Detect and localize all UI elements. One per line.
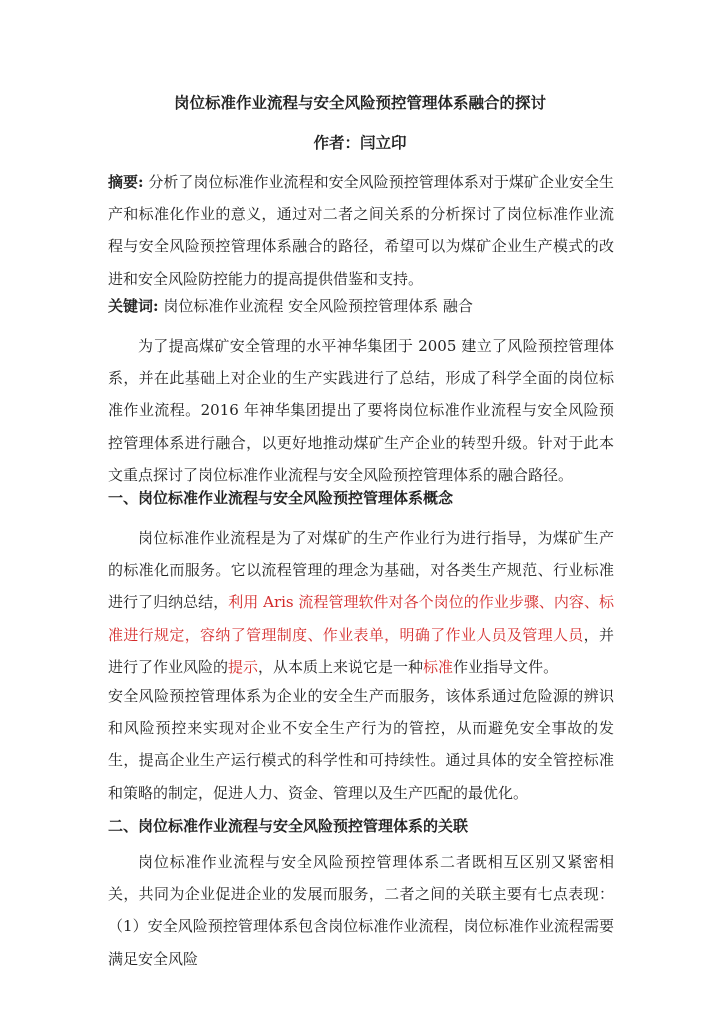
s1p1-highlight-1: 利用 Aris 流程管理软件对各个岗位的作业步骤、内容、标准进行规定，容纳了管理制度、作业表单，明确了作业人员及管理人员 bbox=[108, 593, 614, 644]
abstract-label: 摘要: bbox=[108, 173, 144, 191]
s1p1-highlight-3: 标准 bbox=[423, 657, 454, 676]
s1p1-text-b: ，并进行了作业风险的 bbox=[108, 625, 614, 676]
s1p1-text-d: 作业指导文件。 bbox=[453, 657, 559, 676]
abstract-text: 分析了岗位标准作业流程和安全风险预控管理体系对于煤矿企业安全生产和标准化作业的意义，通过对二者之间关系的分析探讨了岗位标准作业流程与安全风险预控管理体系融合的路径，希望可以为煤矿企业生产模式的改进和安全风险防控能力的提高提供借鉴和支持。 bbox=[108, 173, 614, 288]
keywords-label: 关键词: bbox=[108, 297, 159, 315]
document-title: 岗位标准作业流程与安全风险预控管理体系融合的探讨 bbox=[173, 93, 546, 112]
keywords-paragraph bbox=[108, 290, 614, 322]
s1p1-text-a: 岗位标准作业流程是为了对煤矿的生产作业行为进行指导，为煤矿生产的标准化而服务。它以流程管理的理念为基础，对各类生产规范、行业标准进行了归纳总结， bbox=[108, 529, 614, 612]
s1p1-text-c: ，从本质上来说它是一种 bbox=[258, 657, 424, 676]
keywords-text: 岗位标准作业流程 安全风险预控管理体系 融合 bbox=[158, 297, 473, 315]
section-1-paragraph-1 bbox=[108, 522, 614, 683]
intro-paragraph: 为了提高煤矿安全管理的水平神华集团于 2005 建立了风险预控管理体系，并在此基础上对企业的生产实践进行了总结，形成了科学全面的岗位标准作业流程。2016 年神华集团提出了要将岗位标准作业流程与安全风险预控管理体系进行融合，以更好地推动煤矿生产企业的转型升级。针对于此本文重点探讨了岗位标准作业流程与安全风险预控管理体系的融合路径。 bbox=[108, 337, 614, 484]
section-1-heading: 一、岗位标准作业流程与安全风险预控管理体系概念 bbox=[108, 489, 454, 507]
document-author: 作者：闫立印 bbox=[313, 133, 407, 152]
section-1-paragraph-2: 安全风险预控管理体系为企业的安全生产而服务，该体系通过危险源的辨识和风险预控来实现对企业不安全生产行为的管控，从而避免安全事故的发生，提高企业生产运行模式的科学性和可持续性。通过具体的安全管控标准和策略的制定，促进人力、资金、管理以及生产匹配的最优化。 bbox=[108, 687, 614, 802]
abstract-paragraph bbox=[108, 166, 614, 295]
s1p1-highlight-2: 提示 bbox=[228, 657, 259, 676]
section-2-heading: 二、岗位标准作业流程与安全风险预控管理体系的关联 bbox=[108, 817, 469, 835]
section-2-paragraph-1: 岗位标准作业流程与安全风险预控管理体系二者既相互区别又紧密相关，共同为企业促进企业的发展而服务，二者之间的关联主要有七点表现：（1）安全风险预控管理体系包含岗位标准作业流程，岗位标准作业流程需要满足安全风险 bbox=[108, 853, 614, 968]
